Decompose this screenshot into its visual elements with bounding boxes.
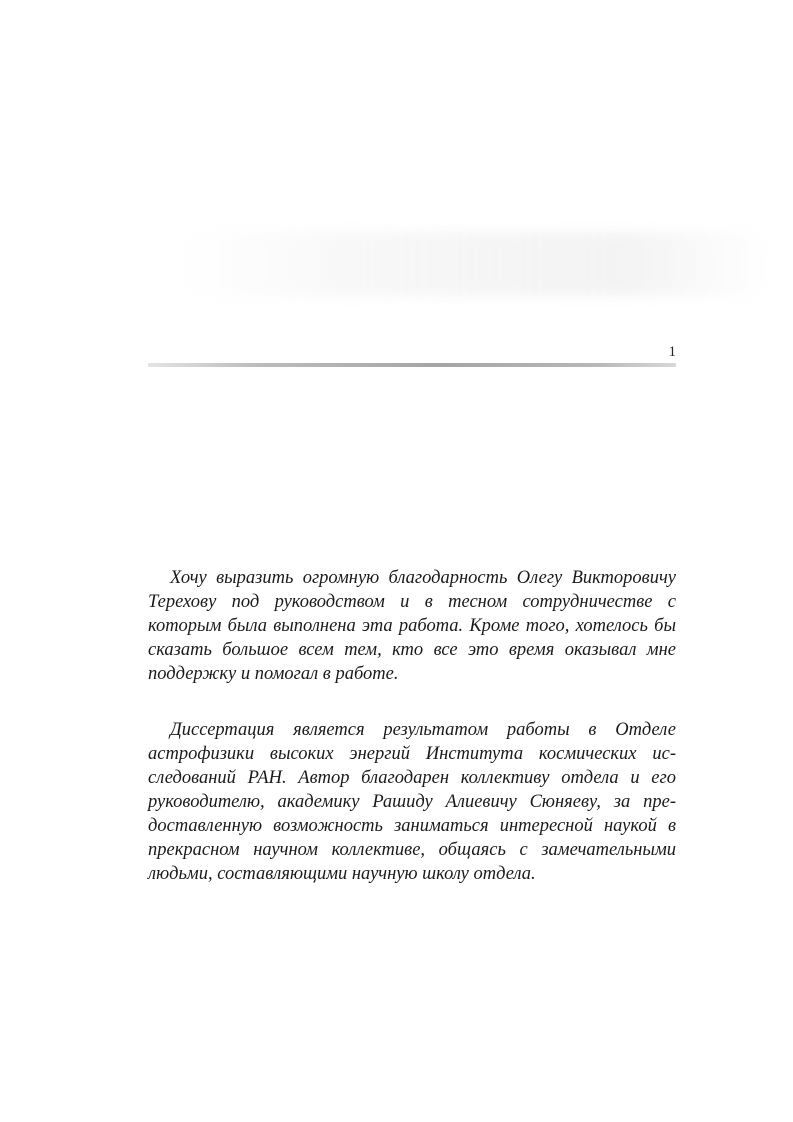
acknowledgements-paragraph-1: Хочу выразить огромную благодарность Олегу Викторовичу Терехову под руководством и в тесном сотрудничестве с которым была выполнена эта работа. Кроме того, хотелось бы сказать большое всем тем, кто все это время оказывал мне поддержку и помогал в работе.	[148, 568, 676, 684]
acknowledgements-paragraph-2: Диссертация является результатом работы в Отделе астрофизики высоких энергий Института космических исследований РАН. Автор благодарен коллективу отдела и его руководителю, академику Рашиду Алиевичу Сюняеву, за предоставленную возможность заниматься интересной наукой в прекрасном научном коллективе, общаясь с замечательными людьми, составляющими научную школу отдела.	[148, 720, 676, 884]
header-rule	[148, 363, 676, 367]
page-number: 1	[668, 344, 676, 360]
acknowledgements-section	[148, 566, 676, 886]
faded-header-band	[180, 232, 770, 296]
